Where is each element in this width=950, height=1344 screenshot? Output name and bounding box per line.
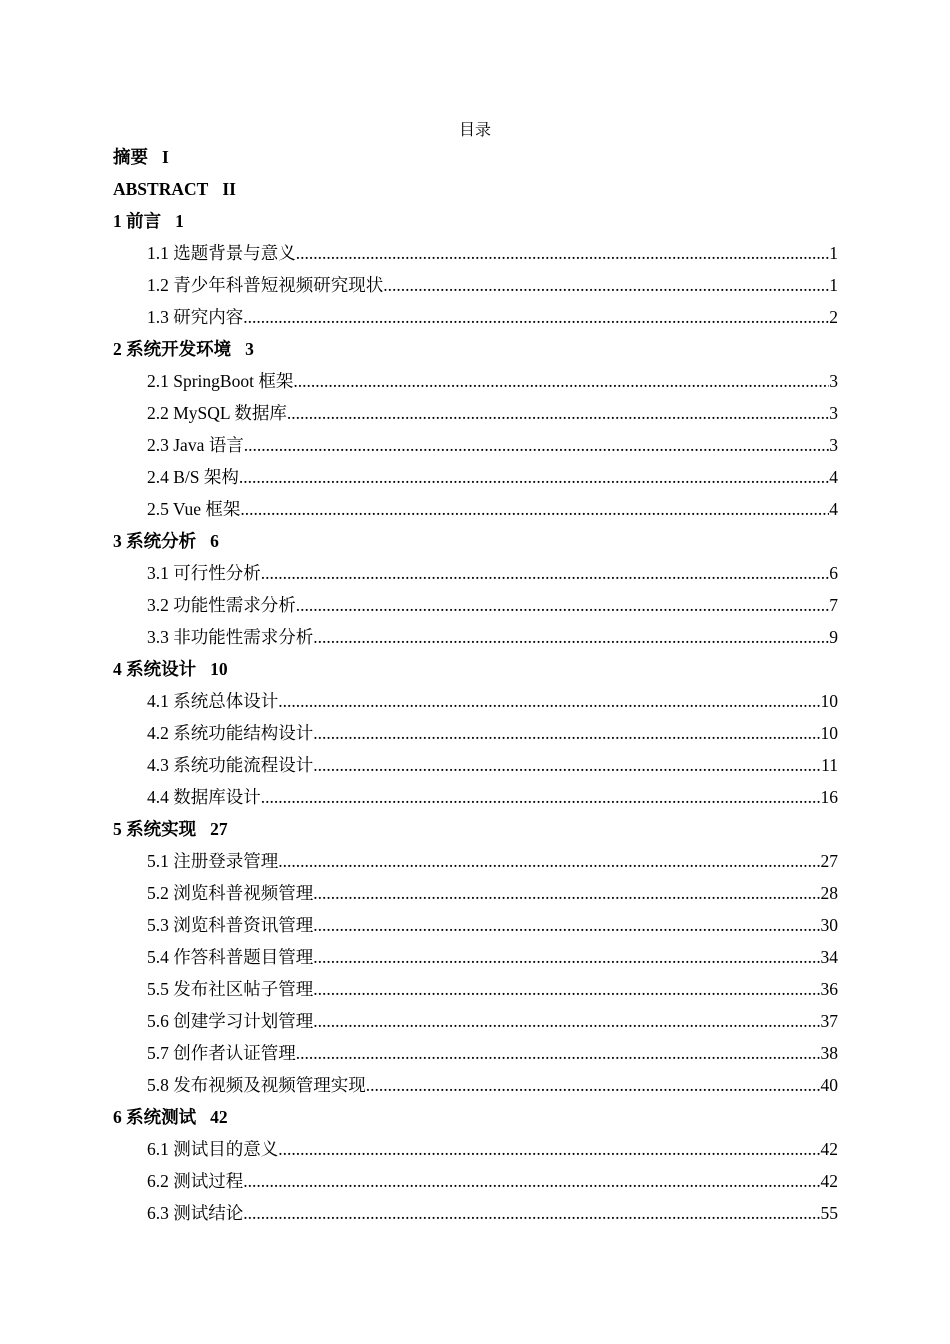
- toc-section-entry[interactable]: [113, 269, 838, 301]
- toc-entry-label: 4 系统设计: [113, 659, 197, 679]
- toc-section-entry[interactable]: [113, 1165, 838, 1197]
- toc-entry-label: 2.3 Java 语言: [147, 435, 244, 455]
- toc-page-number: 4: [829, 499, 838, 519]
- toc-section-entry[interactable]: [113, 1133, 838, 1165]
- toc-dot-leader: [278, 845, 820, 877]
- toc-dot-leader: [313, 621, 829, 653]
- toc-entry-label: 5.7 创作者认证管理: [147, 1043, 296, 1063]
- toc-entry-label: 3.2 功能性需求分析: [147, 595, 296, 615]
- toc-page-number: 4: [829, 467, 838, 487]
- toc-dot-leader: [296, 237, 830, 269]
- toc-dot-leader: [313, 877, 820, 909]
- toc-section-entry[interactable]: [113, 557, 838, 589]
- toc-entry-label: ABSTRACT: [113, 179, 209, 199]
- toc-page-number: 16: [820, 787, 838, 807]
- toc-entry-label: 5.3 浏览科普资讯管理: [147, 915, 314, 935]
- toc-section-entry[interactable]: [113, 717, 838, 749]
- toc-entry-label: 4.2 系统功能结构设计: [147, 723, 314, 743]
- toc-page-number: 11: [821, 755, 838, 775]
- toc-page-number: 3: [829, 371, 838, 391]
- toc-page-number: 37: [820, 1011, 838, 1031]
- toc-dot-leader: [366, 1069, 821, 1101]
- toc-dot-leader: [243, 1197, 820, 1229]
- toc-entry-label: 2.4 B/S 架构: [147, 467, 239, 487]
- toc-page-number: 27: [820, 851, 838, 871]
- toc-section-entry[interactable]: [113, 973, 838, 1005]
- toc-section-entry[interactable]: [113, 941, 838, 973]
- toc-dot-leader: [383, 269, 829, 301]
- toc-entry-label: 6.1 测试目的意义: [147, 1139, 279, 1159]
- toc-page-number: 38: [820, 1043, 838, 1063]
- toc-page-number: 42: [820, 1171, 838, 1191]
- toc-section-entry[interactable]: [113, 461, 838, 493]
- toc-dot-leader: [296, 1037, 821, 1069]
- toc-page-number: 3: [829, 435, 838, 455]
- toc-page-number: 10: [210, 659, 228, 679]
- toc-entry-label: 3.3 非功能性需求分析: [147, 627, 314, 647]
- toc-entry-label: 5.2 浏览科普视频管理: [147, 883, 314, 903]
- toc-section-entry[interactable]: [113, 877, 838, 909]
- toc-section-entry[interactable]: [113, 685, 838, 717]
- toc-page-number: 42: [210, 1107, 228, 1127]
- toc-section-entry[interactable]: [113, 237, 838, 269]
- toc-section-entry[interactable]: [113, 621, 838, 653]
- toc-entry-label: 3 系统分析: [113, 531, 197, 551]
- toc-page-number: 28: [820, 883, 838, 903]
- toc-page-number: 40: [820, 1075, 838, 1095]
- toc-entry-label: 6 系统测试: [113, 1107, 197, 1127]
- toc-section-entry[interactable]: [113, 397, 838, 429]
- toc-dot-leader: [313, 973, 820, 1005]
- toc-page-number: 55: [820, 1203, 838, 1223]
- toc-dot-leader: [296, 589, 830, 621]
- toc-chapter-entry[interactable]: [113, 141, 838, 173]
- toc-entry-label: 摘要: [113, 147, 148, 167]
- toc-section-entry[interactable]: [113, 781, 838, 813]
- toc-dot-leader: [240, 493, 829, 525]
- toc-dot-leader: [261, 557, 830, 589]
- toc-chapter-entry[interactable]: [113, 205, 838, 237]
- toc-entry-label: 5.5 发布社区帖子管理: [147, 979, 314, 999]
- toc-section-entry[interactable]: [113, 429, 838, 461]
- toc-page-number: 6: [829, 563, 838, 583]
- toc-entry-label: 2 系统开发环境: [113, 339, 232, 359]
- toc-page-number: 34: [820, 947, 838, 967]
- toc-dot-leader: [244, 429, 830, 461]
- toc-dot-leader: [243, 1165, 820, 1197]
- toc-page-number: 10: [820, 723, 838, 743]
- toc-dot-leader: [313, 909, 820, 941]
- toc-page-number: 3: [829, 403, 838, 423]
- toc-page-number: 36: [820, 979, 838, 999]
- toc-section-entry[interactable]: [113, 1037, 838, 1069]
- toc-entry-label: 5.6 创建学习计划管理: [147, 1011, 314, 1031]
- toc-dot-leader: [293, 365, 829, 397]
- toc-entry-label: 1.2 青少年科普短视频研究现状: [147, 275, 384, 295]
- toc-page-number: 30: [820, 915, 838, 935]
- toc-page-number: 10: [820, 691, 838, 711]
- toc-section-entry[interactable]: [113, 845, 838, 877]
- toc-entry-label: 1 前言: [113, 211, 162, 231]
- toc-page-number: 1: [829, 243, 838, 263]
- toc-dot-leader: [243, 301, 829, 333]
- toc-entry-label: 2.2 MySQL 数据库: [147, 403, 287, 423]
- toc-title: 目录: [458, 122, 491, 139]
- toc-section-entry[interactable]: [113, 749, 838, 781]
- toc-chapter-entry[interactable]: [113, 173, 838, 205]
- toc-section-entry[interactable]: [113, 365, 838, 397]
- toc-dot-leader: [313, 717, 820, 749]
- toc-entry-label: 5.8 发布视频及视频管理实现: [147, 1075, 366, 1095]
- toc-section-entry[interactable]: [113, 1005, 838, 1037]
- toc-entry-label: 2.5 Vue 框架: [147, 499, 241, 519]
- toc-page-number: II: [222, 179, 236, 199]
- toc-entry-label: 1.1 选题背景与意义: [147, 243, 296, 263]
- toc-chapter-entry[interactable]: [113, 813, 838, 845]
- toc-dot-leader: [261, 781, 821, 813]
- toc-entry-label: 3.1 可行性分析: [147, 563, 261, 583]
- toc-page-number: 1: [175, 211, 184, 231]
- toc-page-number: 42: [820, 1139, 838, 1159]
- toc-page-number: 2: [829, 307, 838, 327]
- toc-dot-leader: [313, 941, 820, 973]
- toc-dot-leader: [278, 685, 820, 717]
- toc-entry-label: 4.1 系统总体设计: [147, 691, 279, 711]
- toc-section-entry[interactable]: [113, 1197, 838, 1229]
- toc-section-entry[interactable]: [113, 1069, 838, 1101]
- toc-entry-label: 1.3 研究内容: [147, 307, 244, 327]
- toc-dot-leader: [287, 397, 829, 429]
- toc-section-entry[interactable]: [113, 301, 838, 333]
- toc-page-number: 27: [210, 819, 228, 839]
- table-of-contents: [113, 141, 838, 1229]
- toc-section-entry[interactable]: [113, 589, 838, 621]
- toc-entry-label: 4.4 数据库设计: [147, 787, 261, 807]
- toc-entry-label: 5.1 注册登录管理: [147, 851, 279, 871]
- toc-dot-leader: [239, 461, 829, 493]
- toc-page-number: 1: [829, 275, 838, 295]
- toc-page-number: I: [162, 147, 169, 167]
- toc-entry-label: 2.1 SpringBoot 框架: [147, 371, 294, 391]
- toc-dot-leader: [313, 1005, 820, 1037]
- toc-entry-label: 6.2 测试过程: [147, 1171, 244, 1191]
- toc-entry-label: 4.3 系统功能流程设计: [147, 755, 314, 775]
- toc-page-number: 6: [210, 531, 219, 551]
- toc-entry-label: 5 系统实现: [113, 819, 197, 839]
- toc-entry-label: 5.4 作答科普题目管理: [147, 947, 314, 967]
- toc-chapter-entry[interactable]: [113, 333, 838, 365]
- toc-page-number: 9: [829, 627, 838, 647]
- toc-dot-leader: [313, 749, 821, 781]
- toc-chapter-entry[interactable]: [113, 1101, 838, 1133]
- toc-section-entry[interactable]: [113, 493, 838, 525]
- toc-dot-leader: [278, 1133, 820, 1165]
- toc-chapter-entry[interactable]: [113, 653, 838, 685]
- toc-entry-label: 6.3 测试结论: [147, 1203, 244, 1223]
- toc-section-entry[interactable]: [113, 909, 838, 941]
- toc-page-number: 3: [245, 339, 254, 359]
- toc-chapter-entry[interactable]: [113, 525, 838, 557]
- toc-page-number: 7: [829, 595, 838, 615]
